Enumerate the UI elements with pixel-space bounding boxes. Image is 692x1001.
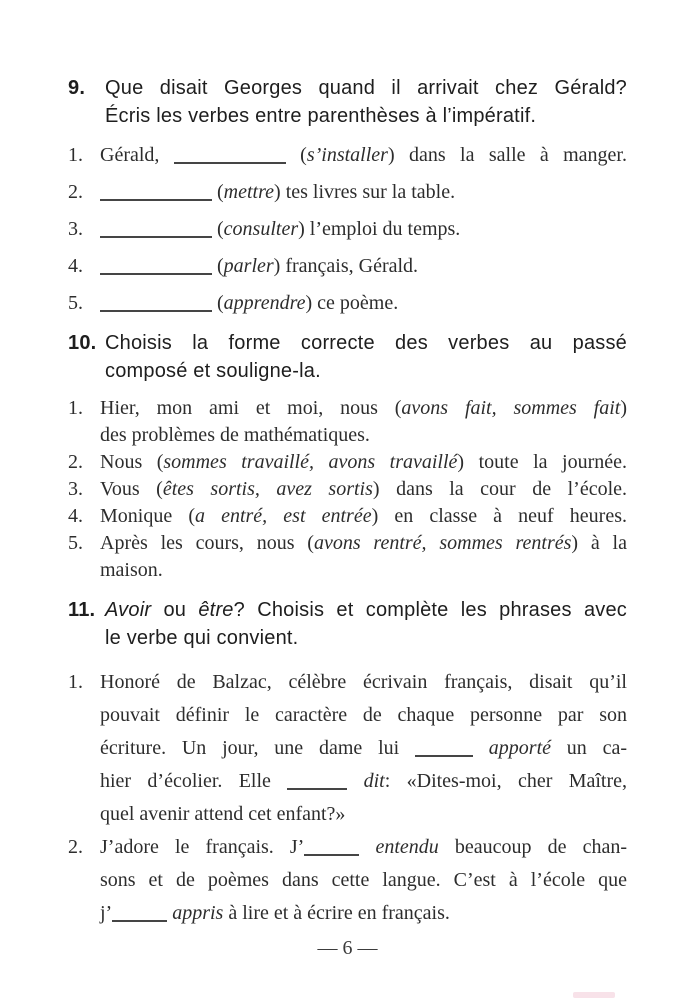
italic-text-run: entendu xyxy=(375,836,439,858)
exercise-header xyxy=(68,74,627,130)
text-run: hier d’écolier. Elle xyxy=(100,770,288,792)
item-number: 3. xyxy=(68,478,83,500)
text-run: ( xyxy=(212,255,224,277)
exercise-item xyxy=(68,290,627,317)
text-line xyxy=(100,476,627,503)
text-line xyxy=(100,179,627,206)
text-run: ) à la xyxy=(571,532,627,554)
item-body xyxy=(100,395,627,449)
text-run: écriture. Un jour, une dame lui xyxy=(100,737,415,759)
text-line xyxy=(100,530,627,557)
scan-smudge-artifact xyxy=(573,992,615,998)
text-run: Écris les verbes entre parenthèses à l’impératif. xyxy=(105,105,537,127)
text-line xyxy=(100,449,627,476)
item-number: 2. xyxy=(68,836,83,858)
item-body xyxy=(100,476,627,503)
text-run: à lire et à écrire en français. xyxy=(223,902,450,924)
italic-text-run: être xyxy=(198,599,234,621)
exercise-item xyxy=(68,831,627,930)
text-line xyxy=(105,329,627,357)
text-run: ( xyxy=(285,144,307,166)
exercise-item xyxy=(68,666,627,831)
text-run: ) dans la cour de l’école. xyxy=(372,478,628,500)
text-run xyxy=(473,737,489,759)
exercise-number: 10. xyxy=(68,332,97,354)
italic-text-run: a entré, est entrée xyxy=(194,505,372,527)
exercise-item xyxy=(68,449,627,476)
text-run: sons et de poèmes dans cette langue. C’est à l’école que xyxy=(100,869,627,891)
exercise-items xyxy=(68,142,627,317)
blank-fill-line xyxy=(100,306,212,312)
item-body xyxy=(100,831,627,930)
italic-text-run: avons fait, sommes fait xyxy=(401,397,621,419)
exercise-item xyxy=(68,216,627,243)
text-line xyxy=(100,864,627,897)
text-run: Vous ( xyxy=(100,478,163,500)
item-number: 1. xyxy=(68,397,83,419)
text-run: ? Choisis et complète les phrases avec xyxy=(233,599,627,621)
exercise-section xyxy=(68,329,627,584)
text-run: des problèmes de mathématiques. xyxy=(100,424,370,446)
exercise-section xyxy=(68,74,627,317)
text-line xyxy=(100,253,627,280)
text-line xyxy=(100,798,627,831)
text-run: ) français, Gérald. xyxy=(273,255,419,277)
item-body xyxy=(100,449,627,476)
text-run: composé et souligne-la. xyxy=(105,360,321,382)
italic-text-run: parler xyxy=(223,255,274,277)
item-body xyxy=(100,142,627,169)
text-line xyxy=(100,897,627,930)
text-run: ( xyxy=(212,292,224,314)
item-body xyxy=(100,530,627,584)
text-run: ) dans la salle à manger. xyxy=(387,144,627,166)
item-body xyxy=(100,179,627,206)
text-run: Nous ( xyxy=(100,451,164,473)
text-line xyxy=(100,290,627,317)
text-line xyxy=(105,102,627,130)
text-run: ( xyxy=(212,218,224,240)
italic-text-run: apporté xyxy=(488,737,551,759)
blank-fill-line xyxy=(287,784,347,790)
text-line xyxy=(100,557,627,584)
text-run: Gérald, xyxy=(100,144,174,166)
text-line xyxy=(100,422,627,449)
text-run: Après les cours, nous ( xyxy=(100,532,314,554)
italic-text-run: consulter xyxy=(223,218,299,240)
text-line xyxy=(100,765,627,798)
item-number: 4. xyxy=(68,255,83,277)
exercise-title xyxy=(105,596,627,652)
blank-fill-line xyxy=(415,751,473,757)
text-run xyxy=(347,770,363,792)
blank-fill-line xyxy=(174,158,286,164)
exercise-header xyxy=(68,596,627,652)
text-line xyxy=(100,831,627,864)
exercise-item xyxy=(68,142,627,169)
exercise-item xyxy=(68,530,627,584)
blank-fill-line xyxy=(100,232,212,238)
exercise-section xyxy=(68,596,627,930)
blank-fill-line xyxy=(100,195,212,201)
text-line xyxy=(100,216,627,243)
text-line xyxy=(100,699,627,732)
text-run: ) ce poème. xyxy=(305,292,399,314)
exercise-title xyxy=(105,329,627,385)
page-content xyxy=(68,74,627,962)
exercises-container xyxy=(68,74,627,930)
text-line xyxy=(105,74,627,102)
item-body xyxy=(100,216,627,243)
text-run: le verbe qui convient. xyxy=(105,627,299,649)
item-number: 1. xyxy=(68,144,83,166)
text-run: quel avenir attend cet enfant?» xyxy=(100,803,346,825)
item-body xyxy=(100,666,627,831)
blank-fill-line xyxy=(112,916,167,922)
page-number: — 6 — xyxy=(317,937,378,959)
italic-text-run: s’installer xyxy=(306,144,388,166)
text-line xyxy=(100,666,627,699)
item-body xyxy=(100,503,627,530)
text-run: : «Dites-moi, cher Maître, xyxy=(384,770,628,792)
text-run: ) toute la journée. xyxy=(457,451,627,473)
text-run: Honoré de Balzac, célèbre écrivain français, disait qu’il xyxy=(100,671,627,693)
italic-text-run: mettre xyxy=(223,181,275,203)
text-run: Que disait Georges quand il arrivait chez Gérald? xyxy=(105,77,627,99)
text-run: Monique ( xyxy=(100,505,195,527)
text-run: J’adore le français. J’ xyxy=(100,836,305,858)
text-run: maison. xyxy=(100,559,163,581)
text-line xyxy=(100,732,627,765)
text-run: ) en classe à neuf heures. xyxy=(371,505,627,527)
text-line xyxy=(100,503,627,530)
exercise-number: 9. xyxy=(68,77,86,99)
exercise-header xyxy=(68,329,627,385)
text-run: un ca- xyxy=(551,737,627,759)
exercise-item xyxy=(68,179,627,206)
text-line xyxy=(105,357,627,385)
item-body xyxy=(100,253,627,280)
italic-text-run: dit xyxy=(363,770,385,792)
text-run: ( xyxy=(212,181,224,203)
exercise-items xyxy=(68,666,627,930)
exercise-item xyxy=(68,503,627,530)
text-run: j’ xyxy=(100,902,113,924)
italic-text-run: sommes travaillé, avons travaillé xyxy=(163,451,458,473)
item-number: 2. xyxy=(68,181,83,203)
text-run: ) tes livres sur la table. xyxy=(274,181,456,203)
text-run: ) l’emploi du temps. xyxy=(298,218,461,240)
text-line xyxy=(105,624,627,652)
blank-fill-line xyxy=(304,850,359,856)
item-number: 3. xyxy=(68,218,83,240)
item-number: 2. xyxy=(68,451,83,473)
text-run: beaucoup de chan- xyxy=(438,836,628,858)
item-number: 4. xyxy=(68,505,83,527)
text-run xyxy=(359,836,375,858)
italic-text-run: apprendre xyxy=(223,292,306,314)
text-line xyxy=(100,142,627,169)
text-run: Hier, mon ami et moi, nous ( xyxy=(100,397,402,419)
exercise-item xyxy=(68,476,627,503)
text-run: pouvait définir le caractère de chaque personne par son xyxy=(100,704,627,726)
text-run: ou xyxy=(151,599,199,621)
blank-fill-line xyxy=(100,269,212,275)
text-line xyxy=(100,395,627,422)
italic-text-run: avons rentré, sommes rentrés xyxy=(313,532,572,554)
exercise-item xyxy=(68,395,627,449)
text-run: Choisis la forme correcte des verbes au passé xyxy=(105,332,627,354)
text-line xyxy=(105,596,627,624)
exercise-title xyxy=(105,74,627,130)
item-number: 1. xyxy=(68,671,83,693)
text-run: ) xyxy=(620,397,627,419)
italic-text-run: êtes sortis, avez sortis xyxy=(162,478,373,500)
exercise-number: 11. xyxy=(68,599,96,621)
item-number: 5. xyxy=(68,532,83,554)
italic-text-run: Avoir xyxy=(105,599,152,621)
exercise-items xyxy=(68,395,627,584)
italic-text-run: appris xyxy=(172,902,224,924)
item-number: 5. xyxy=(68,292,83,314)
exercise-item xyxy=(68,253,627,280)
item-body xyxy=(100,290,627,317)
